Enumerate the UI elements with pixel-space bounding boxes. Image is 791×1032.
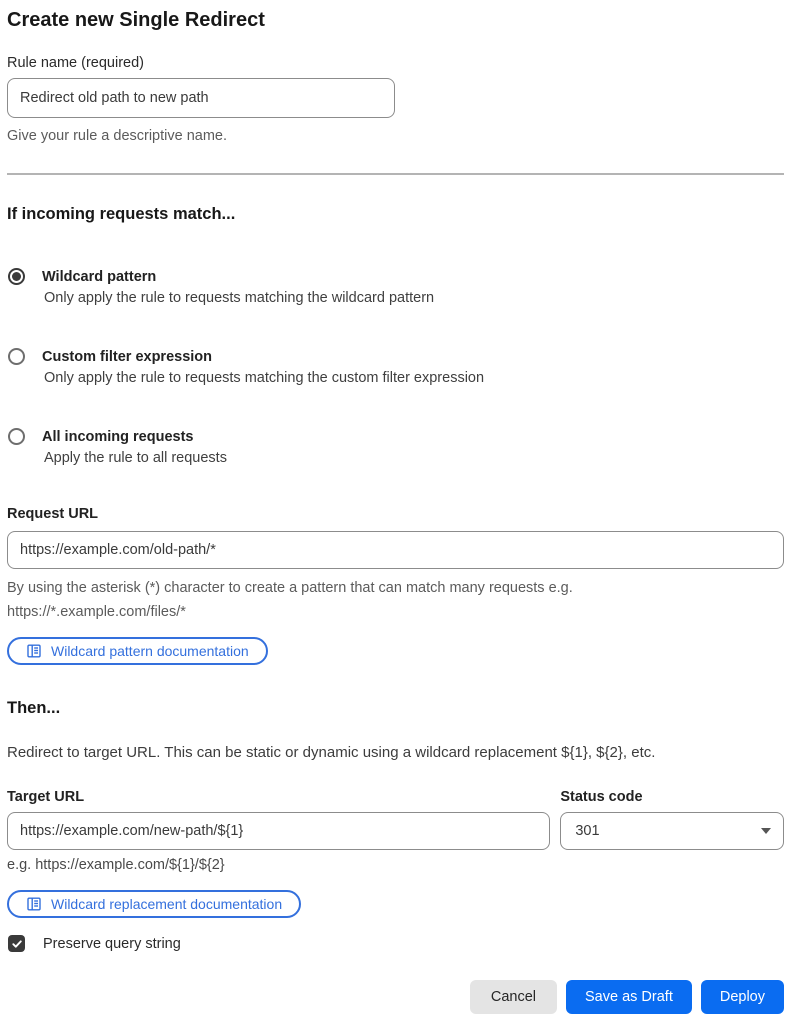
wildcard-replacement-docs-button[interactable] bbox=[7, 890, 301, 918]
then-section-description: Redirect to target URL. This can be static or dynamic using a wildcard replacement ${1}, ${2}, etc. bbox=[7, 744, 656, 761]
chevron-down-icon bbox=[761, 828, 771, 834]
radio-custom-filter-description: Only apply the rule to requests matching the custom filter expression bbox=[44, 370, 485, 386]
radio-option-all-requests bbox=[7, 428, 784, 466]
rule-name-helper: Give your rule a descriptive name. bbox=[7, 128, 228, 144]
target-url-label: Target URL bbox=[7, 789, 85, 805]
wildcard-pattern-docs-button[interactable] bbox=[7, 637, 268, 665]
match-section-heading: If incoming requests match... bbox=[7, 205, 236, 223]
preserve-query-label[interactable]: Preserve query string bbox=[43, 935, 181, 952]
target-url-helper: e.g. https://example.com/${1}/${2} bbox=[7, 857, 225, 873]
page-title: Create new Single Redirect bbox=[7, 9, 265, 31]
book-icon bbox=[26, 896, 42, 912]
status-code-label: Status code bbox=[560, 789, 643, 805]
section-divider bbox=[7, 173, 784, 175]
preserve-query-row bbox=[7, 935, 784, 952]
status-code-select[interactable] bbox=[560, 812, 784, 850]
radio-wildcard-pattern-description: Only apply the rule to requests matching the wildcard pattern bbox=[44, 290, 435, 306]
checkmark-icon bbox=[11, 938, 23, 950]
save-as-draft-button[interactable]: Save as Draft bbox=[566, 980, 692, 1014]
wildcard-replacement-docs-label: Wildcard replacement documentation bbox=[51, 896, 283, 912]
radio-wildcard-pattern[interactable] bbox=[8, 268, 25, 285]
request-url-helper-line2: https://*.example.com/files/* bbox=[7, 604, 186, 620]
footer-actions bbox=[7, 980, 784, 1014]
radio-all-requests[interactable] bbox=[8, 428, 25, 445]
request-url-input[interactable] bbox=[7, 531, 784, 569]
target-url-column bbox=[7, 789, 552, 874]
radio-all-requests-label[interactable]: All incoming requests bbox=[42, 428, 194, 445]
request-url-helper-line1: By using the asterisk (*) character to create a pattern that can match many requests e.g. bbox=[7, 580, 573, 596]
radio-option-custom-filter bbox=[7, 348, 784, 386]
then-section-heading: Then... bbox=[7, 699, 61, 717]
deploy-button[interactable]: Deploy bbox=[701, 980, 784, 1014]
status-code-column bbox=[560, 789, 784, 874]
status-code-value: 301 bbox=[575, 823, 600, 839]
rule-name-input[interactable] bbox=[7, 78, 395, 118]
radio-option-wildcard-pattern bbox=[7, 268, 784, 306]
radio-all-requests-description: Apply the rule to all requests bbox=[44, 450, 227, 466]
wildcard-pattern-docs-label: Wildcard pattern documentation bbox=[51, 643, 249, 659]
request-url-label: Request URL bbox=[7, 506, 99, 522]
radio-custom-filter-label[interactable]: Custom filter expression bbox=[42, 348, 213, 365]
target-url-row bbox=[7, 789, 784, 874]
book-icon bbox=[26, 643, 42, 659]
radio-dot bbox=[12, 272, 21, 281]
cancel-button[interactable]: Cancel bbox=[470, 980, 557, 1014]
radio-custom-filter[interactable] bbox=[8, 348, 25, 365]
radio-wildcard-pattern-label[interactable]: Wildcard pattern bbox=[42, 268, 157, 285]
preserve-query-checkbox[interactable] bbox=[8, 935, 25, 952]
rule-name-label: Rule name (required) bbox=[7, 55, 145, 71]
request-url-helper bbox=[7, 576, 784, 624]
target-url-input[interactable] bbox=[7, 812, 550, 850]
